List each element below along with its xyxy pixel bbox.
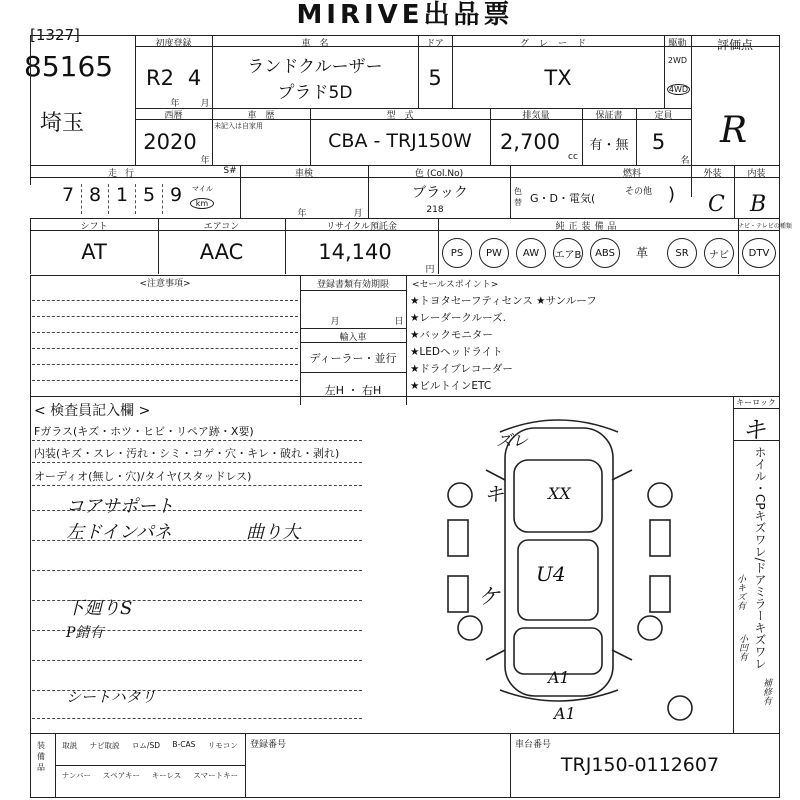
car-name-line1: ランドクルーザー — [247, 57, 383, 77]
label-reg-no: 登録番号 — [250, 740, 287, 750]
label-interior: 内装 — [747, 169, 766, 179]
equip-airbag: エアB — [553, 238, 583, 268]
mileage-digit: 9 — [169, 184, 183, 206]
shift: AT — [81, 240, 107, 264]
hand-core-support: コアサポート — [66, 496, 174, 517]
label-cc: cc — [568, 152, 578, 162]
mark-a1-bumper: A1 — [554, 704, 576, 723]
sales-point: ★ビルトインETC — [410, 380, 492, 392]
label-history: 車 歴 — [247, 111, 275, 121]
label-nav-tv: ナビ・テレビの種類 — [738, 223, 792, 230]
mileage-digit: 1 — [109, 184, 136, 214]
sales-point: ★ドライブレコーダー — [410, 363, 513, 375]
equip-sr: SR — [667, 238, 697, 268]
car-name-line2: プラド5D — [277, 83, 353, 103]
label-type: 型 式 — [386, 111, 414, 121]
mark-zure: ズレ — [496, 431, 529, 450]
label-km: km — [190, 198, 214, 209]
equip-ps: PS — [442, 238, 472, 268]
label-color: 色 (Col.No) — [414, 169, 464, 179]
footer-item: ナンバー — [61, 771, 91, 780]
vertical-wheel-note: ホイル・CPキズワレ/ドアミラーキズワレ — [753, 446, 767, 670]
label-key-lock: キーロック — [736, 398, 776, 407]
label-import: 輸入車 — [339, 333, 367, 343]
label-month: 月 — [200, 99, 210, 109]
lot-number: 85165 — [24, 50, 114, 83]
label-model-year: 西暦 — [164, 111, 183, 121]
label-color-change: 色替 — [514, 187, 522, 207]
recycle: 14,140 — [318, 240, 392, 264]
footer-item: ロム/SD — [131, 741, 161, 750]
hand-note-repair: 補修有 — [761, 678, 771, 705]
color: ブラック — [412, 185, 468, 201]
mark-xx: XX — [548, 484, 571, 503]
sales-point: ★トヨタセーフティセンス ★サンルーフ — [410, 295, 597, 307]
label-drive: 駆動 — [668, 39, 687, 49]
hand-note-dent: 小凹有 — [737, 634, 747, 661]
chassis-number: TRJ150-0112607 — [560, 754, 720, 776]
footer-item: 取説 — [62, 741, 78, 750]
line-audio: オーディオ(無し・穴)/タイヤ(スタッドレス) — [34, 470, 252, 483]
mark-ki: キ — [484, 482, 504, 506]
color-no: 218 — [426, 205, 444, 215]
mark-a1-rear: A1 — [548, 668, 570, 687]
key-lock: キ — [742, 416, 766, 444]
capacity: 5 — [651, 130, 666, 154]
hand-left-door-panel: 左ドインパネ — [66, 522, 172, 543]
line-interior: 内装(キズ・スレ・汚れ・シミ・コゲ・穴・キレ・破れ・剥れ) — [34, 447, 340, 460]
interior: B — [750, 192, 767, 217]
model-year: 2020 — [143, 130, 197, 154]
sales-point: ★LEDヘッドライト — [410, 346, 503, 358]
aircon: AAC — [199, 240, 244, 264]
label-caution: <注意事項> — [139, 279, 191, 289]
label-fuel: 燃料 — [622, 169, 641, 179]
first-reg-month: 4 — [187, 66, 202, 90]
fuel: G・D・電気( — [530, 192, 596, 205]
line-glass: Fガラス(キズ・ホツ・ヒビ・リペア跡・X要) — [34, 425, 254, 438]
equip-navi: ナビ — [704, 238, 734, 268]
label-equipment: 純正装備品 — [555, 222, 621, 232]
footer-item: B-CAS — [172, 740, 196, 749]
label-insp-month: 月 — [353, 209, 363, 219]
warranty: 有・無 — [589, 138, 629, 153]
label-recycle: リサイクル預託金 — [326, 222, 397, 232]
label-aircon: エアコン — [203, 222, 240, 232]
drive-4wd: 4WD — [668, 85, 689, 94]
history-note: 未記入は自家用 — [214, 122, 263, 130]
hand-under: 下廻りS — [66, 598, 133, 619]
sales-point: ★バックモニター — [410, 329, 493, 341]
fuel-close: ) — [668, 184, 676, 205]
inspector-title: < 検査員記入欄 > — [34, 403, 151, 419]
equip-dtv: DTV — [742, 238, 776, 268]
footer-item: ナビ取説 — [89, 741, 120, 750]
equip-pw: PW — [479, 238, 509, 268]
sales-point: ★レーダークルーズ. — [410, 312, 506, 324]
label-first-reg: 初度登録 — [155, 39, 192, 49]
mark-ke: ケ — [478, 585, 501, 610]
footer-item: スマートキー — [193, 771, 239, 780]
mileage-digit: 8 — [82, 184, 109, 214]
displacement: 2,700 — [499, 130, 561, 154]
label-sales: <セールスポイント> — [412, 280, 499, 290]
label-mile: マイル — [192, 185, 213, 193]
equip-aw: AW — [516, 238, 546, 268]
footer-item: キーレス — [151, 771, 182, 780]
grade: TX — [544, 66, 572, 90]
label-displacement: 排気量 — [522, 111, 550, 121]
doors: 5 — [428, 66, 442, 90]
import-dealer: ディーラー・並行 — [309, 352, 397, 365]
label-score: 評価点 — [716, 38, 753, 52]
footer-item: スペアキー — [102, 771, 140, 780]
label-warranty: 保証書 — [595, 111, 623, 121]
first-reg-era: R2 — [146, 66, 174, 90]
label-insp-year: 年 — [297, 209, 307, 219]
label-shift: シフト — [80, 222, 108, 232]
equip-leather: 革 — [635, 246, 648, 260]
page-title: MIRIVE出品票 — [296, 0, 514, 30]
equip-abs: ABS — [590, 238, 620, 268]
drive-2wd: 2WD — [667, 56, 688, 65]
label-mei: 名 — [680, 156, 690, 166]
footer-item: リモコン — [207, 741, 238, 750]
exterior: C — [708, 192, 725, 217]
lot-tag: [1327] — [30, 26, 80, 44]
label-car-name: 車 名 — [301, 39, 329, 49]
label-grade: グレード — [519, 39, 596, 49]
mileage-digit: 7 — [55, 184, 82, 214]
label-mileage: 走行 — [107, 169, 142, 179]
type-code: CBA - TRJ150W — [328, 130, 472, 152]
hand-seat: シートハタリ — [66, 688, 156, 706]
score: R — [720, 110, 748, 151]
hand-note-scratch: 小キズ有 — [735, 574, 745, 610]
label-yen: 円 — [425, 265, 435, 275]
hand-bent: 曲り大 — [246, 522, 300, 543]
label-year: 年 — [170, 99, 180, 109]
fuel-other: その他 — [625, 187, 653, 197]
footer-items-row2 — [56, 770, 244, 781]
label-chassis: 車台番号 — [515, 740, 552, 750]
label-capacity: 定員 — [654, 111, 673, 121]
import-handle: 左H ・ 右H — [324, 384, 382, 397]
mark-u4: U4 — [536, 562, 566, 586]
label-reg-deadline: 登録書類有効期限 — [316, 280, 389, 290]
label-nen: 年 — [200, 156, 210, 166]
label-reg-day: 日 — [394, 317, 404, 327]
label-sno: S# — [223, 166, 237, 176]
label-doors: ドア — [426, 39, 444, 49]
label-equip: 装備品 — [37, 741, 45, 772]
label-exterior: 外装 — [703, 169, 722, 179]
label-inspection: 車検 — [294, 169, 313, 179]
hand-rust: P錆有 — [66, 625, 104, 641]
footer-items-row1 — [56, 740, 244, 751]
label-reg-month: 月 — [330, 317, 340, 327]
mileage-digit: 5 — [136, 184, 163, 214]
region: 埼玉 — [40, 111, 85, 136]
